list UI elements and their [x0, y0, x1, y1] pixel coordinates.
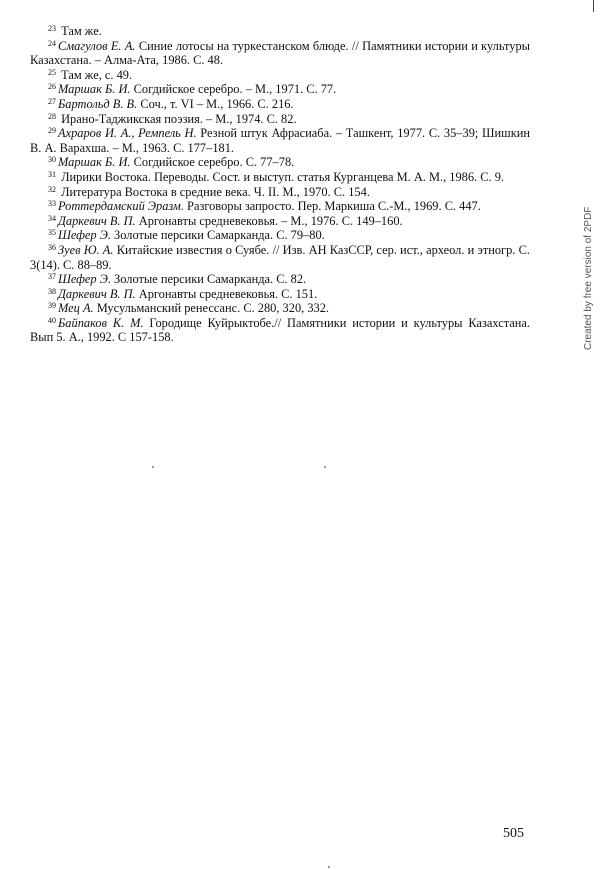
- scan-speck: [328, 866, 330, 868]
- footnote-26: [30, 82, 530, 97]
- footnote-24: [30, 39, 530, 68]
- footnote-30: [30, 155, 530, 170]
- footnote-number: 34: [48, 213, 56, 223]
- footnote-author: Даркевич В. П.: [58, 286, 136, 301]
- footnote-text: Мусульманский ренессанс. С. 280, 320, 332.: [96, 301, 330, 316]
- footnote-number: 33: [48, 199, 56, 209]
- footnote-text: Ирано-Таджикская поэзия. – М., 1974. С. 82.: [61, 111, 297, 126]
- scan-speck: [152, 466, 154, 468]
- footnote-author: Шефер Э.: [58, 228, 111, 243]
- footnote-text: Китайские известия о Суябе. // Изв. АН КазССР, сер. ист., археол. и этногр. С. 3(14). С. 88–89.: [30, 242, 530, 272]
- footnote-37: [30, 272, 530, 287]
- footnote-text: Там же, с. 49.: [61, 67, 133, 82]
- footnote-author: Ахраров И. А., Ремпель Н.: [58, 126, 197, 141]
- footnote-text: Городище Куйрыктобе.// Памятники истории и культуры Казахстана. Вып 5. А., 1992. С 157-158.: [30, 315, 530, 345]
- footnote-number: 38: [48, 286, 56, 296]
- footnote-author: Бартольд В. В.: [58, 96, 138, 111]
- footnote-author: Байпаков К. М.: [58, 315, 144, 330]
- footnote-text: Резной штук Афрасиаба. – Ташкент, 1977. С. 35–39; Шишкин В. А. Варахша. – М., 1963. С. 177–181.: [30, 126, 530, 155]
- footnote-number: 27: [48, 96, 56, 106]
- footnote-27: [30, 97, 530, 112]
- footnote-text: Согдийское серебро. – М., 1971. С. 77.: [133, 82, 337, 97]
- scan-speck: [324, 466, 326, 468]
- footnote-25: [30, 68, 530, 83]
- footnote-36: [30, 243, 530, 272]
- footnote-number: 36: [48, 242, 56, 252]
- footnote-text: Там же.: [61, 24, 102, 38]
- footnote-number: 25: [48, 67, 56, 77]
- footnote-40: [30, 316, 530, 345]
- footnote-number: 29: [48, 126, 56, 136]
- footnote-number: 26: [48, 82, 56, 92]
- footnote-28: [30, 112, 530, 127]
- footnote-number: 28: [48, 111, 56, 121]
- footnote-author: Маршак Б. И.: [58, 82, 131, 97]
- footnote-number: 37: [48, 272, 56, 282]
- footnote-text: Золотые персики Самарканда. С. 79–80.: [114, 228, 325, 243]
- footnote-33: [30, 199, 530, 214]
- footnote-author: Маршак Б. И.: [58, 155, 131, 170]
- footnote-34: [30, 214, 530, 229]
- footnote-29: [30, 126, 530, 155]
- footnote-32: [30, 185, 530, 200]
- footnote-number: 24: [48, 38, 56, 48]
- footnote-author: Мец А.: [58, 301, 94, 316]
- footnote-author: Зуев Ю. А.: [58, 242, 114, 257]
- footnote-39: [30, 301, 530, 316]
- footnote-23: [30, 24, 530, 39]
- footnote-number: 32: [48, 184, 56, 194]
- footnote-text: Лирики Востока. Переводы. Сост. и выступ. статья Курганцева М. А. М., 1986. С. 9.: [61, 169, 505, 184]
- footnote-text: Аргонавты средневековья. – М., 1976. С. 149–160.: [138, 213, 403, 228]
- footnote-number: 39: [48, 301, 56, 311]
- footnote-author: Шефер Э.: [58, 272, 111, 287]
- footnote-author: Смагулов Е. А.: [58, 38, 136, 53]
- scan-mark: [593, 0, 594, 12]
- footnote-number: 35: [48, 228, 56, 238]
- footnotes-block: [30, 24, 530, 345]
- footnote-number: 31: [48, 169, 56, 179]
- footnote-author: Даркевич В. П.: [58, 213, 136, 228]
- footnote-text: Золотые персики Самарканда. С. 82.: [114, 272, 307, 287]
- footnote-35: [30, 228, 530, 243]
- footnote-38: [30, 287, 530, 302]
- footnote-text: Разговоры запросто. Пер. Маркиша С.-М., 1969. С. 447.: [187, 199, 481, 214]
- footnote-number: 23: [48, 24, 56, 33]
- watermark-text: Created by free version of 2PDF: [583, 206, 594, 350]
- footnote-31: [30, 170, 530, 185]
- footnote-text: Аргонавты средневековья. С. 151.: [138, 286, 318, 301]
- footnote-author: Роттердамский Эразм.: [58, 199, 184, 214]
- footnote-text: Согдийское серебро. С. 77–78.: [133, 155, 295, 170]
- footnote-number: 30: [48, 155, 56, 165]
- footnote-number: 40: [48, 315, 56, 325]
- footnote-text: Соч., т. VI – М., 1966. С. 216.: [140, 96, 294, 111]
- footnote-text: Литература Востока в средние века. Ч. II. М., 1970. С. 154.: [61, 184, 370, 199]
- page-number: 505: [503, 826, 524, 841]
- footnote-text: Синие лотосы на туркестанском блюде. // Памятники истории и культуры Казахстана. – Алма-Ата, 1986. С. 48.: [30, 38, 530, 68]
